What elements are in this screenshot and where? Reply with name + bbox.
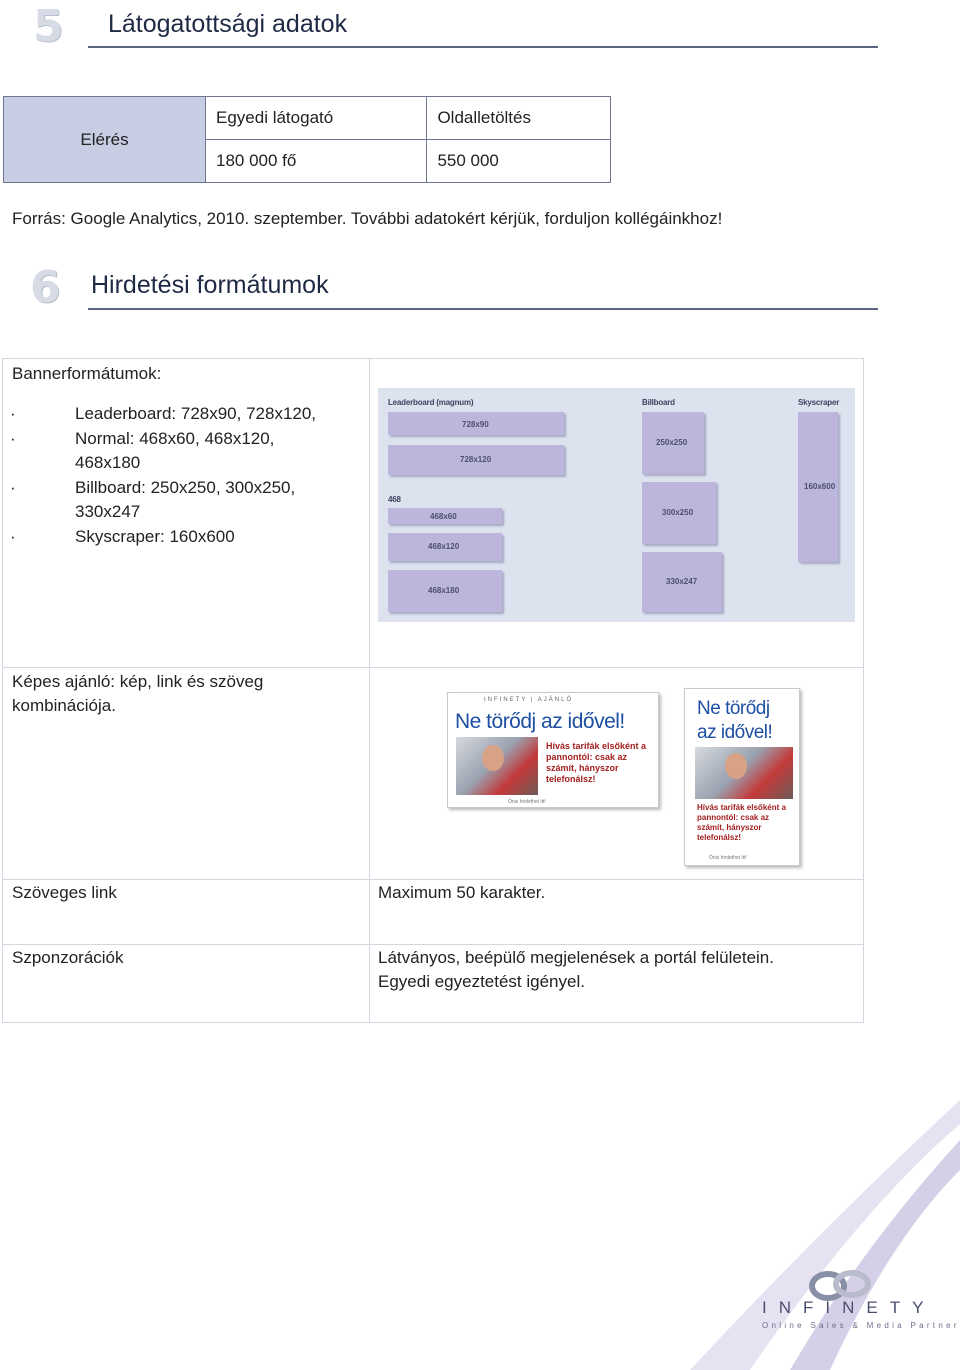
widget-photo (456, 737, 538, 795)
row-divider (3, 667, 863, 668)
person-face (482, 745, 504, 771)
row-divider (3, 944, 863, 945)
banner-box-468x120 (388, 533, 502, 561)
logo-tagline: Online Sales & Media Partner (762, 1321, 960, 1330)
text-link-label: Szöveges link (12, 883, 117, 902)
diagram-heading-leaderboard: Leaderboard (magnum) (388, 398, 474, 407)
recommender-widget-vertical (684, 688, 800, 866)
banner-box-160x600 (798, 412, 838, 562)
banner-size-label: 468x180 (428, 586, 460, 595)
recommender-label: Képes ajánló: kép, link és szöveg kombinációja. (12, 672, 264, 715)
list-item: · Normal: 468x60, 468x120, 468x180 (10, 427, 360, 476)
banner-size-label: 468x60 (430, 512, 457, 521)
banner-formats-list (10, 402, 360, 549)
widget-brand: INFINETY | AJÁNLÓ (484, 697, 574, 703)
section-number-6: 6 (30, 262, 61, 313)
banner-size-label: 728x90 (462, 420, 489, 429)
pageviews-header: Oldalletöltés (427, 97, 611, 140)
list-item: · Billboard: 250x250, 300x250, 330x247 (10, 476, 360, 525)
source-note: Forrás: Google Analytics, 2010. szeptember. További adatokért kérjük, forduljon kollégáinkhoz! (12, 209, 723, 228)
unique-visitors-value: 180 000 fő (206, 140, 427, 183)
widget-headline: Ne törődj az idővel! (455, 710, 625, 733)
sponsorship-value-line1: Látványos, beépülő megjelenések a portál felületein. (378, 948, 774, 967)
list-item: · Skyscraper: 160x600 (10, 525, 360, 550)
banner-box-728x90 (388, 412, 564, 435)
column-divider (369, 359, 370, 1022)
widget-body: Hívás tarifák elsőként a pannontól: csak az számít, hányszor telefonálsz! (697, 803, 786, 842)
banner-box-728x120 (388, 445, 564, 475)
logo-wordmark: INFINETY (762, 1298, 936, 1317)
banner-size-label: 728x120 (460, 455, 492, 464)
banner-size-label: 250x250 (656, 438, 688, 447)
text-link-value: Maximum 50 karakter. (378, 883, 546, 902)
widget-headline-line2: az idővel! (697, 722, 773, 743)
section-rule (88, 46, 878, 48)
banner-size-label: 330x247 (666, 577, 698, 586)
person-face (725, 753, 747, 779)
banner-formats-label: Bannerformátumok: (12, 364, 162, 383)
sponsorship-value-line2: Egyedi egyeztetést igényel. (378, 972, 585, 991)
widget-footer: Önis hirdethet itt! (508, 799, 546, 805)
sponsorship-label: Szponzorációk (12, 948, 124, 967)
banner-box-468x60 (388, 508, 502, 524)
banner-size-diagram (378, 388, 855, 622)
section-rule (88, 308, 878, 310)
banner-size-label: 160x600 (804, 482, 836, 491)
banner-box-300x250 (642, 482, 716, 544)
pageviews-value: 550 000 (427, 140, 611, 183)
widget-body: Hívás tarifák elsőként a pannontól: csak az számít, hányszor telefonálsz! (546, 741, 647, 784)
banner-box-330x247 (642, 552, 722, 612)
banner-box-468x180 (388, 570, 502, 612)
section-title-visitors: Látogatottsági adatok (108, 10, 348, 38)
diagram-heading-normal: 468 (388, 495, 401, 504)
diagram-heading-skyscraper: Skyscraper (798, 398, 840, 407)
row-divider (3, 879, 863, 880)
unique-visitors-header: Egyedi látogató (206, 97, 427, 140)
section-title-ad-formats: Hirdetési formátumok (91, 271, 329, 299)
widget-footer: Önis hirdethet itt! (709, 855, 747, 861)
infinety-logo-mark (808, 1268, 872, 1302)
banner-size-label: 468x120 (428, 542, 460, 551)
recommender-widget-horizontal (447, 692, 659, 808)
banner-box-250x250 (642, 412, 704, 474)
list-item: · Leaderboard: 728x90, 728x120, (10, 402, 360, 427)
widget-photo (695, 747, 793, 799)
visitor-stats-table (3, 96, 611, 183)
section-number-5: 5 (33, 1, 64, 52)
widget-headline-line1: Ne törődj (697, 698, 770, 719)
banner-size-label: 300x250 (662, 508, 694, 517)
diagram-heading-billboard: Billboard (642, 398, 675, 407)
reach-label: Elérés (4, 97, 206, 183)
